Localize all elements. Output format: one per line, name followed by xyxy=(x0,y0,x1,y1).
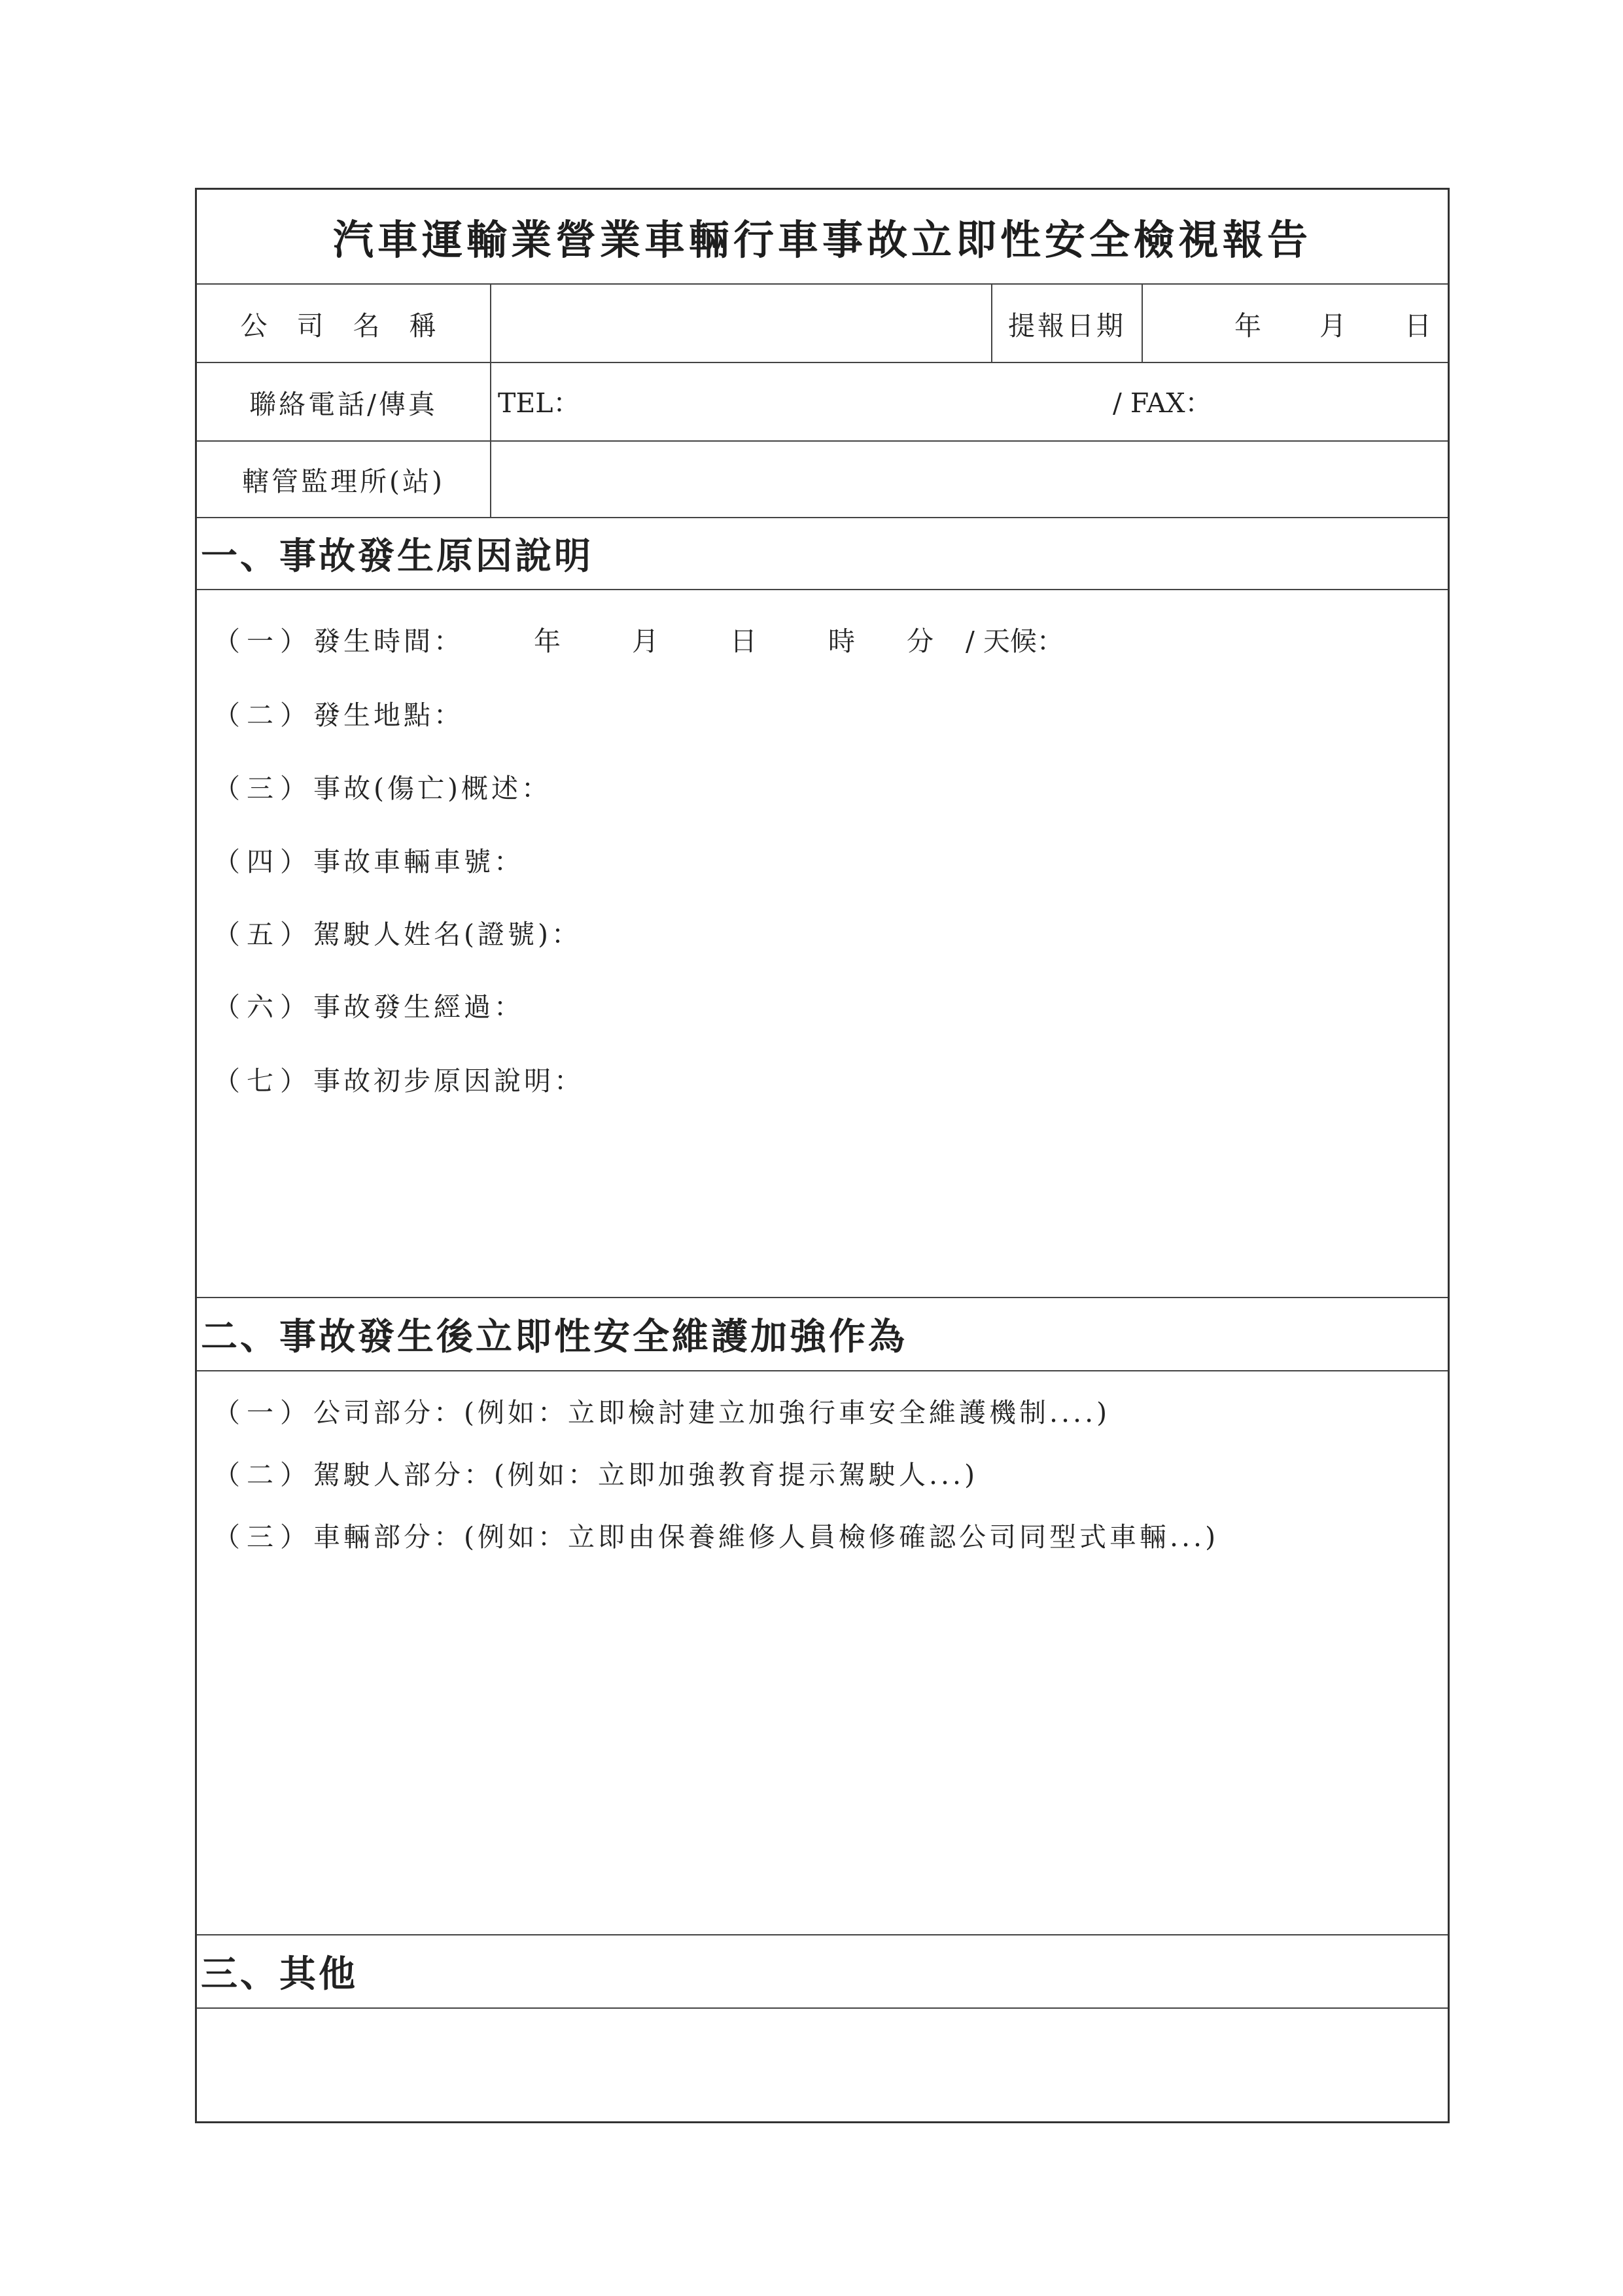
s1-item-3-label: 事故(傷亡)概述： xyxy=(313,773,551,804)
s2-item-1-label: 公司部分：(例如：立即檢討建立加強行車安全維護機制....) xyxy=(313,1397,1111,1428)
s2-item-2-label: 駕駛人部分：(例如：立即加強教育提示駕駛人...) xyxy=(313,1459,979,1491)
s1-item-4 xyxy=(213,840,524,879)
office-label: 轄管監理所(站) xyxy=(242,466,445,497)
title-row xyxy=(197,190,1448,285)
company-name-field[interactable] xyxy=(490,285,991,362)
s1-item-7-num: （七） xyxy=(213,1065,313,1097)
form-title: 汽車運輸業營業車輛行車事故立即性安全檢視報告 xyxy=(332,216,1312,264)
section3-heading: 三、其他 xyxy=(201,1952,358,1996)
report-date-month: 月 xyxy=(1319,309,1346,342)
accident-report-form xyxy=(195,188,1450,2123)
section2-heading: 二、事故發生後立即性安全維護加強作為 xyxy=(201,1315,907,1358)
section1-body[interactable] xyxy=(197,590,1448,1298)
time-hour: 時 xyxy=(828,626,855,657)
s1-item-1-label: 發生時間： xyxy=(313,626,464,657)
s2-item-3-label: 車輛部分：(例如：立即由保養維修人員檢修確認公司同型式車輛...) xyxy=(313,1521,1219,1553)
section2-body[interactable] xyxy=(197,1371,1448,1935)
company-row xyxy=(197,285,1448,363)
s2-item-3 xyxy=(213,1515,1219,1554)
s1-item-2-label: 發生地點： xyxy=(313,699,464,731)
s1-item-1-num: （一） xyxy=(213,626,313,657)
tel-label: TEL： xyxy=(498,387,580,419)
office-row xyxy=(197,442,1448,518)
s1-item-5-label: 駕駛人姓名(證號)： xyxy=(313,919,582,950)
s1-item-6 xyxy=(213,985,524,1024)
section1-header xyxy=(197,518,1448,590)
s1-item-3 xyxy=(213,767,551,805)
time-day: 日 xyxy=(730,626,757,657)
s1-item-7-label: 事故初步原因說明： xyxy=(313,1065,584,1097)
s1-item-6-num: （六） xyxy=(213,991,313,1023)
s2-item-2-num: （二） xyxy=(213,1459,313,1491)
section3-body[interactable] xyxy=(197,2009,1448,2123)
s1-item-6-label: 事故發生經過： xyxy=(313,991,524,1023)
office-field[interactable] xyxy=(490,442,1448,517)
s1-item-5-num: （五） xyxy=(213,919,313,950)
section2-header xyxy=(197,1298,1448,1371)
s1-item-1 xyxy=(213,620,464,658)
s2-item-1-num: （一） xyxy=(213,1397,313,1428)
company-name-label: 公 司 名 稱 xyxy=(240,309,447,342)
s1-item-7 xyxy=(213,1059,584,1098)
fax-label: / FAX： xyxy=(1113,387,1212,419)
s1-item-3-num: （三） xyxy=(213,773,313,804)
s1-item-2-num: （二） xyxy=(213,699,313,731)
s1-item-2 xyxy=(213,694,464,732)
time-month: 月 xyxy=(632,626,659,657)
section3-header xyxy=(197,1935,1448,2009)
section1-heading: 一、事故發生原因說明 xyxy=(201,535,593,578)
s1-item-4-label: 事故車輛車號： xyxy=(313,846,524,877)
contact-row xyxy=(197,363,1448,442)
contact-field[interactable] xyxy=(490,363,1448,440)
report-date-day: 日 xyxy=(1405,309,1431,342)
report-date-year: 年 xyxy=(1234,309,1261,342)
time-year: 年 xyxy=(534,626,561,657)
time-minute: 分 xyxy=(907,626,934,657)
s2-item-2 xyxy=(213,1453,978,1492)
s2-item-1 xyxy=(213,1391,1110,1430)
weather-label: / 天候： xyxy=(966,626,1064,657)
s1-item-4-num: （四） xyxy=(213,846,313,877)
s1-item-5 xyxy=(213,913,582,951)
contact-label: 聯絡電話/傳真 xyxy=(249,388,438,420)
s2-item-3-num: （三） xyxy=(213,1521,313,1553)
report-date-field[interactable] xyxy=(1142,285,1448,362)
report-date-label: 提報日期 xyxy=(991,285,1142,362)
